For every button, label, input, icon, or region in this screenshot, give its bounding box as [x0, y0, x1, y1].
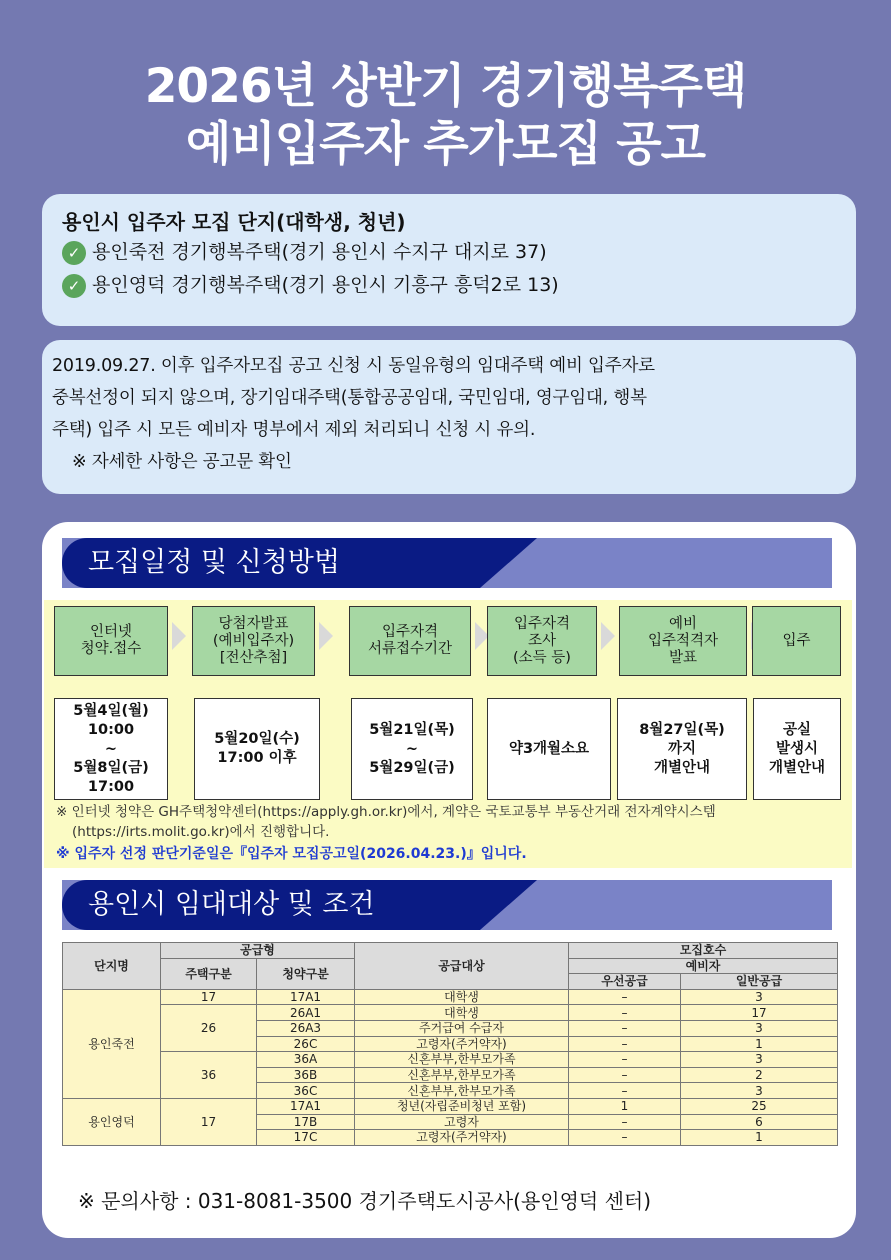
rental-header-label: 용인시 임대대상 및 조건	[88, 889, 375, 920]
schedule-note-2: ※ 입주자 선정 판단기준일은『입주자 모집공고일(2026.04.23.)』입니다.	[56, 846, 527, 862]
process-step	[54, 606, 168, 676]
process-date-line: 까지	[667, 740, 696, 757]
cell-sub-type: 36A	[257, 1052, 355, 1068]
chevron-right-icon	[319, 622, 333, 650]
main-panel	[42, 522, 856, 1238]
process-step	[349, 606, 471, 676]
complex-item	[62, 269, 836, 302]
process-step-line: 입주	[782, 632, 811, 649]
cell-priority: –	[569, 1114, 681, 1130]
process-date-line: 10:00	[87, 721, 135, 738]
process-date	[617, 698, 747, 800]
cell-complex: 용인영덕	[63, 1098, 161, 1145]
col-priority: 우선공급	[569, 974, 681, 990]
cell-target: 대학생	[355, 1005, 569, 1021]
cell-priority: –	[569, 1052, 681, 1068]
cell-general: 2	[681, 1067, 838, 1083]
cell-general: 3	[681, 1083, 838, 1099]
process-step-line: 청약.접수	[80, 641, 142, 657]
cell-general: 3	[681, 989, 838, 1005]
process-step-line: 서류접수기간	[367, 641, 453, 657]
cell-house-type: 17	[161, 989, 257, 1005]
col-reserve: 예비자	[569, 958, 838, 974]
cell-sub-type: 17A1	[257, 1098, 355, 1114]
cell-sub-type: 17C	[257, 1130, 355, 1146]
rental-header	[62, 880, 832, 930]
process-date	[194, 698, 320, 800]
process-date-line: 5월8일(금)	[73, 759, 149, 776]
process-step-line: 예비	[668, 615, 697, 632]
page-title	[0, 58, 891, 174]
cell-priority: –	[569, 1005, 681, 1021]
cell-target: 고령자(주거약자)	[355, 1130, 569, 1146]
table-row	[63, 1005, 838, 1021]
cell-house-type: 17	[161, 1098, 257, 1145]
table-row	[63, 1098, 838, 1114]
schedule-note-1-cont: (https://irts.molit.go.kr)에서 진행합니다.	[72, 824, 330, 840]
table-row	[63, 989, 838, 1005]
process-date-line: 발생시	[775, 740, 819, 757]
title-line-2: 예비입주자 추가모집 공고	[185, 117, 706, 172]
process-step-line: 입주자격	[381, 624, 439, 640]
process-step-line: 입주자격	[513, 615, 571, 632]
cell-sub-type: 36C	[257, 1083, 355, 1099]
schedule-area	[44, 600, 852, 868]
cell-target: 신혼부부,한부모가족	[355, 1083, 569, 1099]
cell-general: 6	[681, 1114, 838, 1130]
cell-target: 고령자	[355, 1114, 569, 1130]
cell-target: 신혼부부,한부모가족	[355, 1052, 569, 1068]
process-step-line: 당첨자발표	[218, 615, 289, 632]
process-date	[54, 698, 168, 800]
complex-item	[62, 236, 836, 269]
cell-target: 대학생	[355, 989, 569, 1005]
process-step	[487, 606, 597, 676]
process-date-line: 개별안내	[768, 759, 826, 776]
process-date-line: 8월27일(목)	[639, 721, 725, 738]
process-date-line: 5월29일(금)	[369, 759, 455, 776]
process-date-line: ~	[405, 740, 419, 757]
col-general: 일반공급	[681, 974, 838, 990]
cell-sub-type: 26A3	[257, 1020, 355, 1036]
process-date-line: 공실	[782, 721, 811, 738]
inquiry-text: ※ 문의사항 : 031-8081-3500 경기주택도시공사(용인영덕 센터)	[78, 1189, 652, 1213]
process-date-line: 5월20일(수)	[214, 731, 300, 747]
notice-line: 2019.09.27. 이후 입주자모집 공고 신청 시 동일유형의 임대주택 예비 입주자로	[52, 356, 655, 376]
process-step-line: (소득 등)	[513, 649, 571, 666]
cell-sub-type: 17B	[257, 1114, 355, 1130]
process-step	[752, 606, 841, 676]
process-step-line: 조사	[527, 632, 556, 649]
check-icon: ✓	[62, 274, 86, 298]
cell-priority: 1	[569, 1098, 681, 1114]
cell-priority: –	[569, 1083, 681, 1099]
cell-sub-type: 26A1	[257, 1005, 355, 1021]
schedule-header-label: 모집일정 및 신청방법	[88, 547, 340, 578]
cell-general: 3	[681, 1020, 838, 1036]
cell-sub-type: 17A1	[257, 989, 355, 1005]
cell-general: 1	[681, 1130, 838, 1146]
process-step-line: [전산추첨]	[219, 649, 288, 666]
cell-house-type: 26	[161, 1005, 257, 1052]
cell-complex: 용인죽전	[63, 989, 161, 1098]
title-line-1: 2026년 상반기 경기행복주택	[144, 59, 747, 114]
notice-line: 중복선정이 되지 않으며, 장기임대주택(통합공공임대, 국민임대, 영구임대, 행복	[52, 388, 647, 408]
cell-sub-type: 26C	[257, 1036, 355, 1052]
cell-sub-type: 36B	[257, 1067, 355, 1083]
cell-general: 1	[681, 1036, 838, 1052]
process-date	[753, 698, 841, 800]
process-step	[619, 606, 747, 676]
cell-priority: –	[569, 1020, 681, 1036]
notice-note: ※ 자세한 사항은 공고문 확인	[72, 452, 292, 472]
process-date-line: 17:00	[87, 778, 135, 795]
col-target: 공급대상	[355, 943, 569, 990]
notice-line: 주택) 입주 시 모든 예비자 명부에서 제외 처리되니 신청 시 유의.	[52, 420, 536, 440]
process-date-line: 개별안내	[653, 759, 711, 776]
cell-priority: –	[569, 989, 681, 1005]
process-step	[192, 606, 315, 676]
cell-priority: –	[569, 1067, 681, 1083]
cell-general: 17	[681, 1005, 838, 1021]
cell-target: 고령자(주거약자)	[355, 1036, 569, 1052]
cell-target: 신혼부부,한부모가족	[355, 1067, 569, 1083]
process-date-line: 5월21일(목)	[369, 721, 455, 738]
process-date	[351, 698, 473, 800]
chevron-right-icon	[601, 622, 615, 650]
schedule-note-1: ※ 인터넷 청약은 GH주택청약센터(https://apply.gh.or.kr)에서, 계약은 국토교통부 부동산거래 전자계약시스템	[56, 804, 716, 820]
rental-table	[62, 942, 838, 1146]
col-house-type: 주택구분	[161, 958, 257, 989]
notice-box	[42, 340, 856, 494]
schedule-header	[62, 538, 832, 588]
chevron-right-icon	[172, 622, 186, 650]
cell-priority: –	[569, 1130, 681, 1146]
cell-general: 25	[681, 1098, 838, 1114]
cell-general: 3	[681, 1052, 838, 1068]
cell-priority: –	[569, 1036, 681, 1052]
col-sub-type: 청약구분	[257, 958, 355, 989]
col-count: 모집호수	[569, 943, 838, 959]
process-step-line: (예비입주자)	[212, 632, 295, 649]
process-step-line: 발표	[668, 649, 697, 666]
cell-target: 청년(자립준비청년 포함)	[355, 1098, 569, 1114]
cell-target: 주거급여 수급자	[355, 1020, 569, 1036]
complex-item-text: 용인영덕 경기행복주택(경기 용인시 기흥구 흥덕2로 13)	[92, 274, 559, 296]
col-supply-type: 공급형	[161, 943, 355, 959]
process-date-line: 약3개월소요	[508, 740, 590, 757]
complex-info-box	[42, 194, 856, 326]
process-step-line: 입주적격자	[647, 632, 719, 649]
process-date	[487, 698, 611, 800]
check-icon: ✓	[62, 241, 86, 265]
cell-house-type: 36	[161, 1052, 257, 1099]
process-date-line: 17:00 이후	[217, 750, 297, 766]
table-row	[63, 1052, 838, 1068]
complex-item-text: 용인죽전 경기행복주택(경기 용인시 수지구 대지로 37)	[92, 241, 547, 263]
process-date-line: 5월4일(월)	[73, 702, 149, 719]
complex-heading: 용인시 입주자 모집 단지(대학생, 청년)	[62, 210, 406, 234]
process-step-line: 인터넷	[89, 624, 133, 640]
process-date-line: ~	[104, 740, 118, 757]
col-complex: 단지명	[63, 943, 161, 990]
